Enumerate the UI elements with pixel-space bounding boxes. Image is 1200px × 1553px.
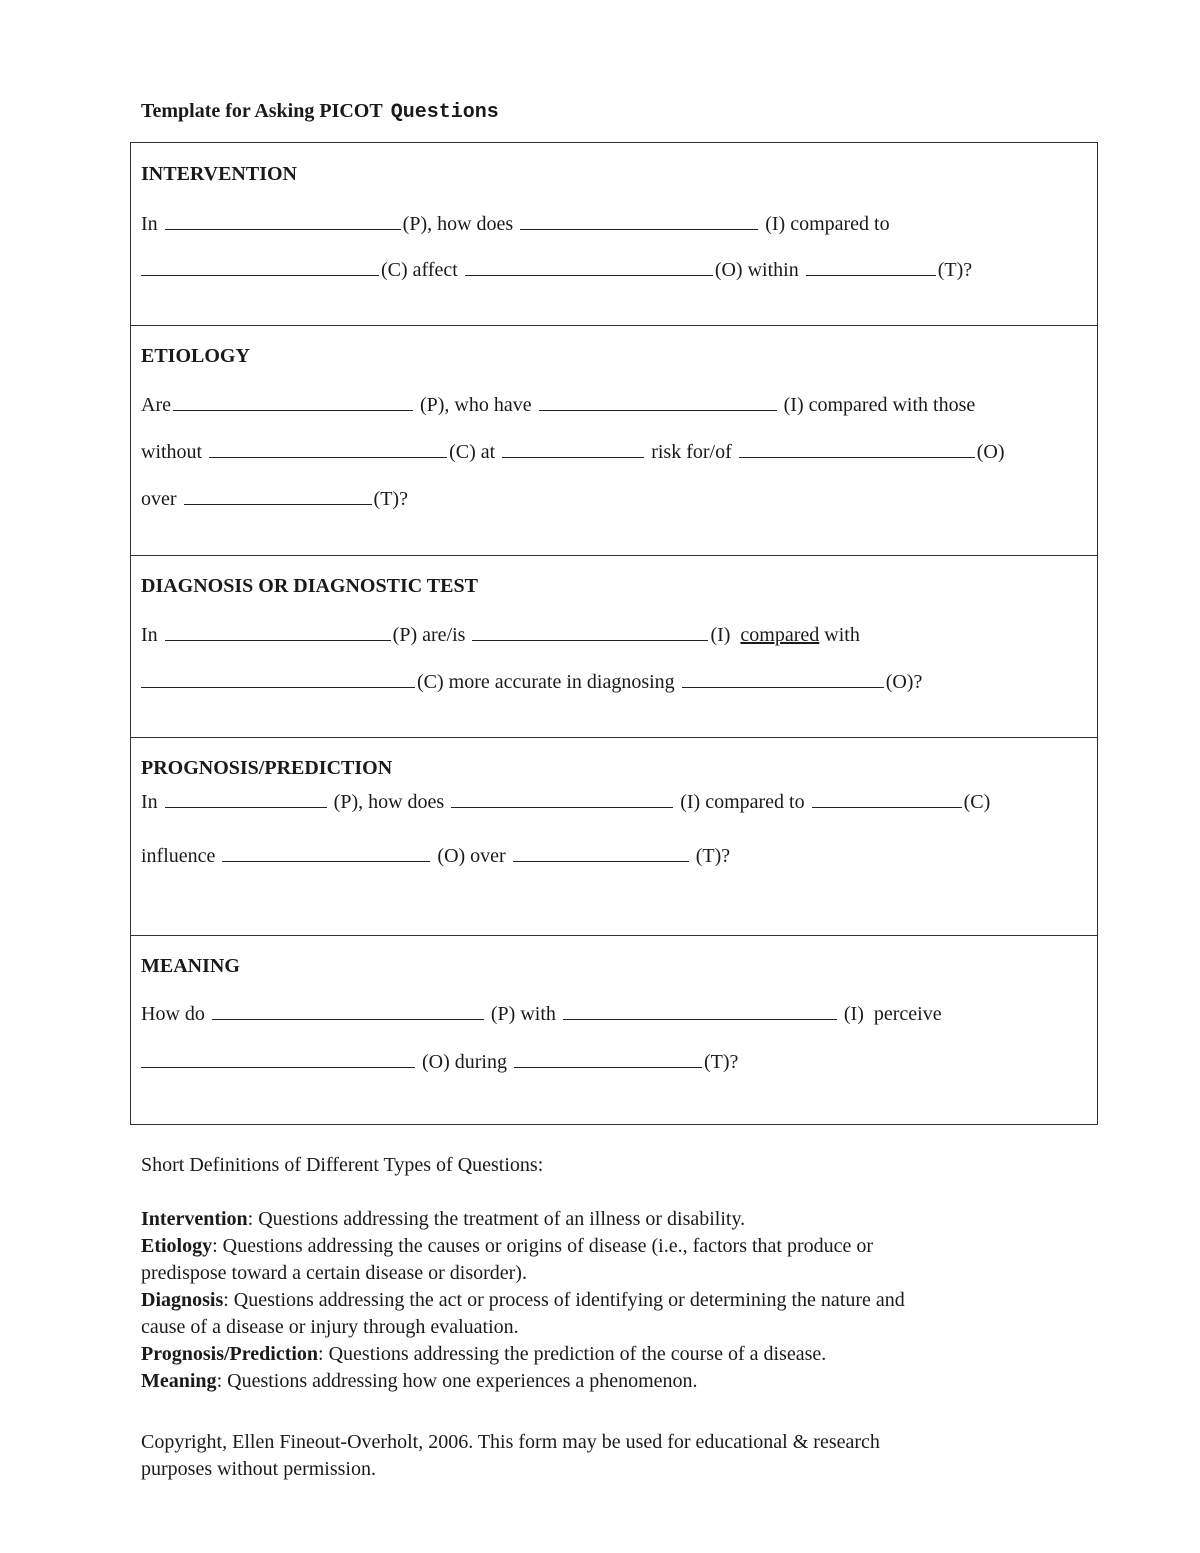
text: : Questions addressing the causes or origins of disease (i.e., factors that produce or xyxy=(212,1235,874,1257)
text: (C) at xyxy=(449,441,496,463)
meaning-line-1 xyxy=(141,999,942,1027)
definition-intervention xyxy=(141,1206,905,1233)
blank-p[interactable] xyxy=(173,390,413,411)
term: Diagnosis xyxy=(141,1289,224,1311)
intervention-heading: INTERVENTION xyxy=(141,163,297,185)
text: with xyxy=(824,624,860,646)
term: Etiology xyxy=(141,1235,213,1257)
blank-t[interactable] xyxy=(806,255,936,276)
diagnosis-line-2 xyxy=(141,667,922,695)
blank-i[interactable] xyxy=(520,209,758,230)
prognosis-line-2 xyxy=(141,841,730,869)
text: predispose toward a certain disease or disorder). xyxy=(141,1262,527,1284)
text: (O) within xyxy=(714,259,799,281)
blank-t[interactable] xyxy=(514,1047,702,1068)
definition-meaning xyxy=(141,1368,905,1395)
blank-i[interactable] xyxy=(472,620,708,641)
blank-c[interactable] xyxy=(141,667,415,688)
copyright-line-2: purposes without permission. xyxy=(141,1458,376,1480)
text: risk for/of xyxy=(651,441,732,463)
text: (I) compared to xyxy=(680,791,805,813)
text: (P), who have xyxy=(419,394,532,416)
blank-i[interactable] xyxy=(539,390,777,411)
meaning-line-2 xyxy=(141,1047,738,1075)
text: (P) with xyxy=(490,1003,556,1025)
definition-diagnosis-cont xyxy=(141,1314,905,1341)
page-title xyxy=(141,100,499,124)
text: (I) compared with those xyxy=(783,394,976,416)
text: compared xyxy=(740,624,820,646)
text: (T)? xyxy=(937,259,973,281)
blank-t[interactable] xyxy=(513,841,689,862)
text: (O) during xyxy=(422,1051,507,1073)
text: over xyxy=(141,488,177,510)
etiology-section xyxy=(130,325,1098,556)
etiology-line-1 xyxy=(141,390,975,418)
blank-i[interactable] xyxy=(451,787,673,808)
definition-diagnosis xyxy=(141,1287,905,1314)
blank-o[interactable] xyxy=(222,841,430,862)
text: influence xyxy=(141,845,216,867)
etiology-line-2 xyxy=(141,437,1005,465)
text: (P), how does xyxy=(333,791,445,813)
intervention-line-1 xyxy=(141,209,890,237)
text: In xyxy=(141,213,158,235)
definition-prognosis xyxy=(141,1341,905,1368)
text: How do xyxy=(141,1003,205,1025)
intervention-line-2 xyxy=(141,255,972,283)
text: : Questions addressing the prediction of the course of a disease. xyxy=(318,1343,827,1365)
term: Prognosis/Prediction xyxy=(141,1343,319,1365)
blank-p[interactable] xyxy=(212,999,484,1020)
text: (P) are/is xyxy=(392,624,466,646)
definition-etiology-cont xyxy=(141,1260,905,1287)
definitions-intro: Short Definitions of Different Types of Questions: xyxy=(141,1154,544,1176)
blank-p[interactable] xyxy=(165,620,391,641)
text: (C) affect xyxy=(381,259,458,281)
definitions-list xyxy=(141,1206,905,1395)
text: (C) more accurate in diagnosing xyxy=(417,671,675,693)
text: (O) xyxy=(976,441,1005,463)
blank-c[interactable] xyxy=(141,255,379,276)
text: (P), how does xyxy=(402,213,514,235)
blank-o[interactable] xyxy=(465,255,713,276)
text: In xyxy=(141,791,158,813)
text: cause of a disease or injury through evaluation. xyxy=(141,1316,519,1338)
blank-p[interactable] xyxy=(165,209,401,230)
copyright xyxy=(141,1429,880,1483)
text: : Questions addressing how one experiences a phenomenon. xyxy=(216,1370,698,1392)
text: : Questions addressing the act or process of identifying or determining the nature and xyxy=(223,1289,905,1311)
blank-c[interactable] xyxy=(209,437,447,458)
term: Intervention xyxy=(141,1208,248,1230)
blank-t[interactable] xyxy=(184,484,372,505)
prognosis-heading: PROGNOSIS/PREDICTION xyxy=(141,757,393,779)
text: (I) xyxy=(843,1003,864,1025)
prognosis-line-1 xyxy=(141,787,990,815)
diagnosis-section xyxy=(130,555,1098,738)
prognosis-section xyxy=(130,737,1098,936)
blank-p[interactable] xyxy=(165,787,327,808)
title-questions: Questions xyxy=(390,101,499,124)
etiology-heading: ETIOLOGY xyxy=(141,345,250,367)
intervention-section xyxy=(130,142,1098,326)
title-text: Template for Asking PICOT xyxy=(141,100,383,122)
text: (I) compared to xyxy=(765,213,890,235)
term: Meaning xyxy=(141,1370,217,1392)
text: (T)? xyxy=(373,488,408,510)
diagnosis-heading: DIAGNOSIS OR DIAGNOSTIC TEST xyxy=(141,575,478,597)
text: (T)? xyxy=(695,845,731,867)
blank-o[interactable] xyxy=(141,1047,415,1068)
text: (C) xyxy=(963,791,991,813)
text: In xyxy=(141,624,158,646)
text: : Questions addressing the treatment of an illness or disability. xyxy=(247,1208,746,1230)
blank-o[interactable] xyxy=(682,667,884,688)
blank-c[interactable] xyxy=(812,787,962,808)
text: (O)? xyxy=(885,671,923,693)
text: (O) over xyxy=(437,845,506,867)
blank-i[interactable] xyxy=(563,999,837,1020)
text: perceive xyxy=(873,1003,942,1025)
definition-etiology xyxy=(141,1233,905,1260)
text: Are xyxy=(141,394,171,416)
copyright-line-1: Copyright, Ellen Fineout-Overholt, 2006. This form may be used for educational & research xyxy=(141,1431,880,1453)
text: (T)? xyxy=(703,1051,739,1073)
text: (I) xyxy=(710,624,731,646)
meaning-section xyxy=(130,935,1098,1125)
blank-o[interactable] xyxy=(739,437,975,458)
etiology-line-3 xyxy=(141,484,408,512)
meaning-heading: MEANING xyxy=(141,955,240,977)
text: without xyxy=(141,441,203,463)
diagnosis-line-1 xyxy=(141,620,860,648)
blank-risk[interactable] xyxy=(502,437,644,458)
